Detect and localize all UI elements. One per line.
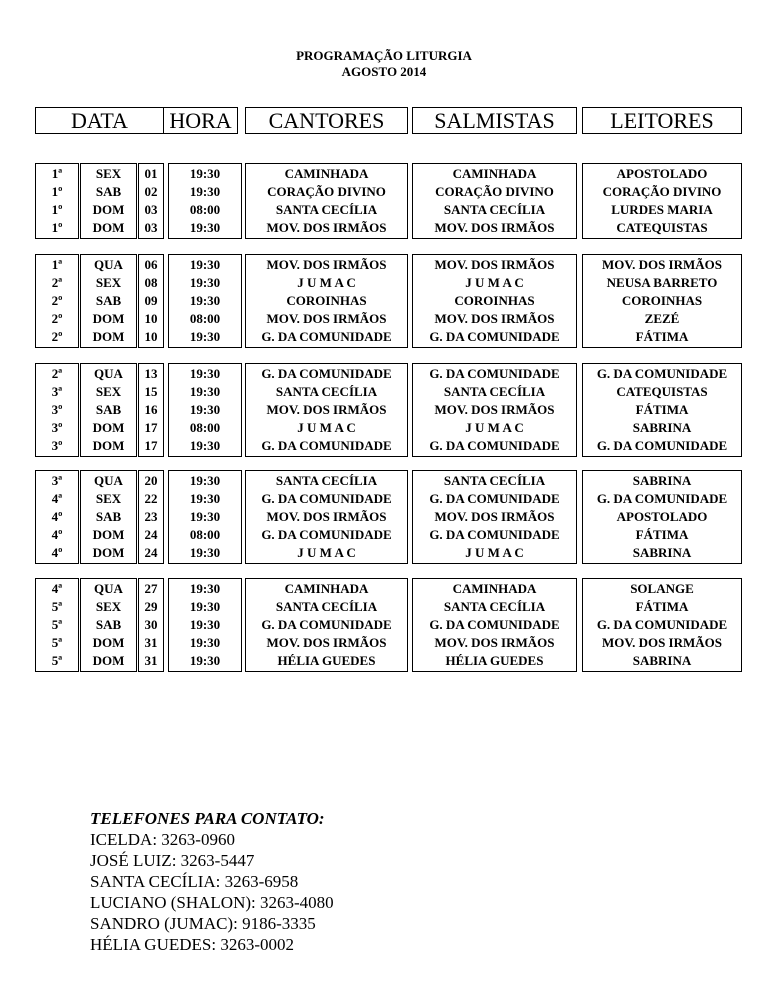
contact-line: LUCIANO (SHALON): 3263-4080 bbox=[90, 893, 334, 912]
table-cell: SAB bbox=[95, 293, 122, 308]
col-salmistas bbox=[412, 254, 577, 348]
table-cell: HÉLIA GUEDES bbox=[277, 653, 376, 668]
contacts-section bbox=[90, 808, 334, 955]
table-cell: SABRINA bbox=[632, 545, 692, 560]
table-cell: 19:30 bbox=[189, 599, 221, 614]
contact-line: ICELDA: 3263-0960 bbox=[90, 830, 235, 849]
table-cell: G. DA COMUNIDADE bbox=[596, 617, 728, 632]
table-cell: 3ª bbox=[51, 473, 63, 488]
table-cell: 1º bbox=[51, 184, 63, 199]
table-cell: QUA bbox=[94, 366, 123, 381]
col-numero bbox=[138, 163, 164, 239]
table-cell: 4ª bbox=[51, 581, 63, 596]
table-cell: CATEQUISTAS bbox=[616, 384, 708, 399]
table-cell: SAB bbox=[95, 617, 122, 632]
table-cell: DOM bbox=[92, 545, 125, 560]
table-cell: 27 bbox=[144, 581, 158, 596]
table-cell: 08:00 bbox=[189, 527, 221, 542]
table-cell: CATEQUISTAS bbox=[616, 220, 708, 235]
table-cell: MOV. DOS IRMÃOS bbox=[266, 635, 387, 650]
table-cell: 19:30 bbox=[189, 166, 221, 181]
header-data: DATA bbox=[35, 107, 164, 134]
table-cell: G. DA COMUNIDADE bbox=[261, 527, 392, 542]
table-cell: 19:30 bbox=[189, 366, 221, 381]
table-cell: 19:30 bbox=[189, 509, 221, 524]
col-cantores bbox=[245, 470, 408, 564]
table-cell: DOM bbox=[92, 653, 125, 668]
table-cell: 19:30 bbox=[189, 438, 221, 453]
table-cell: SAB bbox=[95, 402, 122, 417]
table-cell: G. DA COMUNIDADE bbox=[596, 366, 728, 381]
table-cell: DOM bbox=[92, 438, 125, 453]
col-semana bbox=[35, 163, 79, 239]
table-cell: 2º bbox=[51, 293, 63, 308]
col-hora bbox=[168, 163, 242, 239]
table-cell: SABRINA bbox=[632, 420, 692, 435]
col-semana bbox=[35, 254, 79, 348]
table-cell: SOLANGE bbox=[630, 581, 694, 596]
table-cell: DOM bbox=[92, 311, 125, 326]
col-leitores bbox=[582, 578, 742, 672]
table-cell: 19:30 bbox=[189, 581, 221, 596]
header-cantores: CANTORES bbox=[245, 107, 408, 134]
table-cell: G. DA COMUNIDADE bbox=[261, 438, 392, 453]
table-cell: 19:30 bbox=[189, 329, 221, 344]
table-cell: 08 bbox=[144, 275, 158, 290]
table-cell: G. DA COMUNIDADE bbox=[596, 438, 728, 453]
table-cell: 3º bbox=[51, 438, 63, 453]
table-cell: SANTA CECÍLIA bbox=[443, 384, 546, 399]
table-cell: 4º bbox=[51, 527, 63, 542]
col-leitores bbox=[582, 363, 742, 457]
table-cell: 17 bbox=[144, 438, 158, 453]
table-cell: MOV. DOS IRMÃOS bbox=[266, 220, 387, 235]
col-cantores bbox=[245, 254, 408, 348]
table-cell: 03 bbox=[144, 220, 158, 235]
col-numero bbox=[138, 470, 164, 564]
table-cell: G. DA COMUNIDADE bbox=[429, 366, 560, 381]
table-cell: 19:30 bbox=[189, 257, 221, 272]
table-cell: 19:30 bbox=[189, 220, 221, 235]
table-cell: G. DA COMUNIDADE bbox=[429, 491, 560, 506]
col-dia bbox=[80, 163, 137, 239]
page-subtitle: AGOSTO 2014 bbox=[341, 64, 427, 79]
table-cell: 2ª bbox=[51, 275, 63, 290]
table-cell: 01 bbox=[144, 166, 158, 181]
table-cell: 3ª bbox=[51, 384, 63, 399]
table-cell: CORAÇÃO DIVINO bbox=[267, 184, 386, 199]
col-salmistas bbox=[412, 363, 577, 457]
col-cantores bbox=[245, 163, 408, 239]
col-hora bbox=[168, 578, 242, 672]
table-cell: 23 bbox=[144, 509, 158, 524]
table-cell: 19:30 bbox=[189, 275, 221, 290]
table-cell: SABRINA bbox=[632, 653, 692, 668]
table-cell: DOM bbox=[92, 527, 125, 542]
table-cell: MOV. DOS IRMÃOS bbox=[434, 402, 555, 417]
table-cell: MOV. DOS IRMÃOS bbox=[601, 635, 723, 650]
table-cell: J U M A C bbox=[297, 420, 356, 435]
header-leitores: LEITORES bbox=[582, 107, 742, 134]
table-cell: QUA bbox=[94, 581, 123, 596]
table-cell: DOM bbox=[92, 202, 125, 217]
table-cell: 29 bbox=[144, 599, 158, 614]
table-cell: G. DA COMUNIDADE bbox=[261, 617, 392, 632]
table-cell: 24 bbox=[144, 545, 158, 560]
col-dia bbox=[80, 578, 137, 672]
col-salmistas bbox=[412, 470, 577, 564]
col-hora bbox=[168, 363, 242, 457]
table-cell: 08:00 bbox=[189, 420, 221, 435]
col-salmistas bbox=[412, 163, 577, 239]
table-cell: 4º bbox=[51, 509, 63, 524]
table-cell: 19:30 bbox=[189, 491, 221, 506]
table-cell: G. DA COMUNIDADE bbox=[261, 366, 392, 381]
table-cell: DOM bbox=[92, 220, 125, 235]
table-cell: APOSTOLADO bbox=[616, 166, 708, 181]
table-cell: 19:30 bbox=[189, 617, 221, 632]
table-cell: MOV. DOS IRMÃOS bbox=[434, 635, 555, 650]
table-cell: QUA bbox=[94, 257, 123, 272]
table-cell: G. DA COMUNIDADE bbox=[261, 329, 392, 344]
table-cell: G. DA COMUNIDADE bbox=[596, 491, 728, 506]
table-cell: 19:30 bbox=[189, 184, 221, 199]
table-cell: SEX bbox=[95, 491, 122, 506]
col-numero bbox=[138, 363, 164, 457]
table-cell: 2º bbox=[51, 329, 63, 344]
table-cell: J U M A C bbox=[465, 275, 524, 290]
col-salmistas bbox=[412, 578, 577, 672]
table-cell: FÁTIMA bbox=[635, 599, 689, 614]
table-cell: 5ª bbox=[51, 617, 63, 632]
table-cell: SANTA CECÍLIA bbox=[443, 599, 546, 614]
table-cell: DOM bbox=[92, 420, 125, 435]
col-numero bbox=[138, 578, 164, 672]
table-cell: MOV. DOS IRMÃOS bbox=[434, 220, 555, 235]
table-cell: 10 bbox=[144, 329, 158, 344]
table-cell: 19:30 bbox=[189, 384, 221, 399]
table-cell: 24 bbox=[144, 527, 158, 542]
table-cell: FÁTIMA bbox=[635, 402, 689, 417]
col-semana bbox=[35, 578, 79, 672]
table-cell: 19:30 bbox=[189, 402, 221, 417]
table-cell: 15 bbox=[144, 384, 158, 399]
table-cell: MOV. DOS IRMÃOS bbox=[434, 257, 555, 272]
table-cell: J U M A C bbox=[297, 275, 356, 290]
table-cell: SEX bbox=[95, 599, 122, 614]
table-cell: 19:30 bbox=[189, 545, 221, 560]
col-dia bbox=[80, 470, 137, 564]
table-cell: CAMINHADA bbox=[452, 581, 537, 596]
contact-line: SANTA CECÍLIA: 3263-6958 bbox=[90, 872, 299, 891]
table-cell: ZEZÉ bbox=[644, 311, 680, 326]
table-cell: MOV. DOS IRMÃOS bbox=[601, 257, 723, 272]
table-cell: 03 bbox=[144, 202, 158, 217]
table-cell: 3º bbox=[51, 420, 63, 435]
table-cell: SAB bbox=[95, 184, 122, 199]
table-cell: HÉLIA GUEDES bbox=[445, 653, 544, 668]
header-hora: HORA bbox=[163, 107, 238, 134]
table-cell: 1º bbox=[51, 220, 63, 235]
table-cell: 10 bbox=[144, 311, 158, 326]
table-cell: G. DA COMUNIDADE bbox=[429, 438, 560, 453]
table-cell: SANTA CECÍLIA bbox=[275, 473, 378, 488]
contact-line: SANDRO (JUMAC): 9186-3335 bbox=[90, 914, 316, 933]
table-cell: G. DA COMUNIDADE bbox=[429, 329, 560, 344]
table-cell: COROINHAS bbox=[286, 293, 367, 308]
table-cell: G. DA COMUNIDADE bbox=[261, 491, 392, 506]
col-hora bbox=[168, 470, 242, 564]
table-cell: 09 bbox=[144, 293, 158, 308]
col-cantores bbox=[245, 363, 408, 457]
table-cell: 5ª bbox=[51, 653, 63, 668]
table-cell: SANTA CECÍLIA bbox=[275, 202, 378, 217]
table-cell: CAMINHADA bbox=[452, 166, 537, 181]
table-cell: 5ª bbox=[51, 635, 63, 650]
header-salmistas: SALMISTAS bbox=[412, 107, 577, 134]
table-cell: J U M A C bbox=[297, 545, 356, 560]
table-cell: 31 bbox=[144, 653, 158, 668]
table-cell: SEX bbox=[95, 275, 122, 290]
table-cell: MOV. DOS IRMÃOS bbox=[434, 509, 555, 524]
table-cell: 5ª bbox=[51, 599, 63, 614]
table-cell: APOSTOLADO bbox=[616, 509, 708, 524]
table-cell: MOV. DOS IRMÃOS bbox=[266, 402, 387, 417]
table-cell: SEX bbox=[95, 166, 122, 181]
table-cell: 2ª bbox=[51, 366, 63, 381]
table-cell: DOM bbox=[92, 635, 125, 650]
col-cantores bbox=[245, 578, 408, 672]
contacts-heading: TELEFONES PARA CONTATO: bbox=[90, 809, 325, 828]
table-cell: 2º bbox=[51, 311, 63, 326]
table-cell: MOV. DOS IRMÃOS bbox=[266, 257, 387, 272]
col-dia bbox=[80, 363, 137, 457]
table-cell: SANTA CECÍLIA bbox=[275, 599, 378, 614]
table-cell: CORAÇÃO DIVINO bbox=[435, 184, 554, 199]
table-cell: 3º bbox=[51, 402, 63, 417]
table-cell: G. DA COMUNIDADE bbox=[429, 617, 560, 632]
col-numero bbox=[138, 254, 164, 348]
table-cell: 19:30 bbox=[189, 635, 221, 650]
table-cell: G. DA COMUNIDADE bbox=[429, 527, 560, 542]
table-cell: LURDES MARIA bbox=[611, 202, 713, 217]
table-cell: 31 bbox=[144, 635, 158, 650]
table-cell: 16 bbox=[144, 402, 158, 417]
page-title: PROGRAMAÇÃO LITURGIA bbox=[296, 48, 472, 63]
table-cell: MOV. DOS IRMÃOS bbox=[434, 311, 555, 326]
col-hora bbox=[168, 254, 242, 348]
table-cell: 4ª bbox=[51, 491, 63, 506]
col-semana bbox=[35, 363, 79, 457]
table-cell: SABRINA bbox=[632, 473, 692, 488]
table-cell: 19:30 bbox=[189, 293, 221, 308]
table-cell: COROINHAS bbox=[621, 293, 703, 308]
table-cell: 30 bbox=[144, 617, 158, 632]
contact-line: JOSÉ LUIZ: 3263-5447 bbox=[90, 851, 255, 870]
table-cell: SANTA CECÍLIA bbox=[443, 202, 546, 217]
table-cell: 06 bbox=[144, 257, 158, 272]
table-cell: 08:00 bbox=[189, 311, 221, 326]
table-cell: J U M A C bbox=[465, 545, 524, 560]
table-cell: 4º bbox=[51, 545, 63, 560]
table-cell: MOV. DOS IRMÃOS bbox=[266, 311, 387, 326]
table-cell: FÁTIMA bbox=[635, 329, 689, 344]
table-cell: 02 bbox=[144, 184, 158, 199]
table-cell: 1º bbox=[51, 202, 63, 217]
col-semana bbox=[35, 470, 79, 564]
table-cell: NEUSA BARRETO bbox=[606, 275, 718, 290]
table-cell: 19:30 bbox=[189, 473, 221, 488]
table-cell: 19:30 bbox=[189, 653, 221, 668]
col-leitores bbox=[582, 163, 742, 239]
col-dia bbox=[80, 254, 137, 348]
col-leitores bbox=[582, 254, 742, 348]
contact-line: HÉLIA GUEDES: 3263-0002 bbox=[90, 935, 294, 954]
table-cell: 13 bbox=[144, 366, 158, 381]
table-cell: CORAÇÃO DIVINO bbox=[602, 184, 722, 199]
table-cell: CAMINHADA bbox=[284, 166, 369, 181]
table-cell: DOM bbox=[92, 329, 125, 344]
table-cell: J U M A C bbox=[465, 420, 524, 435]
table-cell: COROINHAS bbox=[454, 293, 535, 308]
table-cell: CAMINHADA bbox=[284, 581, 369, 596]
table-cell: 17 bbox=[144, 420, 158, 435]
table-cell: 1ª bbox=[51, 257, 63, 272]
table-cell: SAB bbox=[95, 509, 122, 524]
table-cell: FÁTIMA bbox=[635, 527, 689, 542]
contacts-list bbox=[90, 829, 334, 955]
table-cell: 08:00 bbox=[189, 202, 221, 217]
table-cell: 1ª bbox=[51, 166, 63, 181]
table-cell: 20 bbox=[144, 473, 158, 488]
col-leitores bbox=[582, 470, 742, 564]
table-cell: SANTA CECÍLIA bbox=[275, 384, 378, 399]
table-cell: SANTA CECÍLIA bbox=[443, 473, 546, 488]
table-cell: QUA bbox=[94, 473, 123, 488]
table-cell: 22 bbox=[144, 491, 158, 506]
table-cell: MOV. DOS IRMÃOS bbox=[266, 509, 387, 524]
table-cell: SEX bbox=[95, 384, 122, 399]
